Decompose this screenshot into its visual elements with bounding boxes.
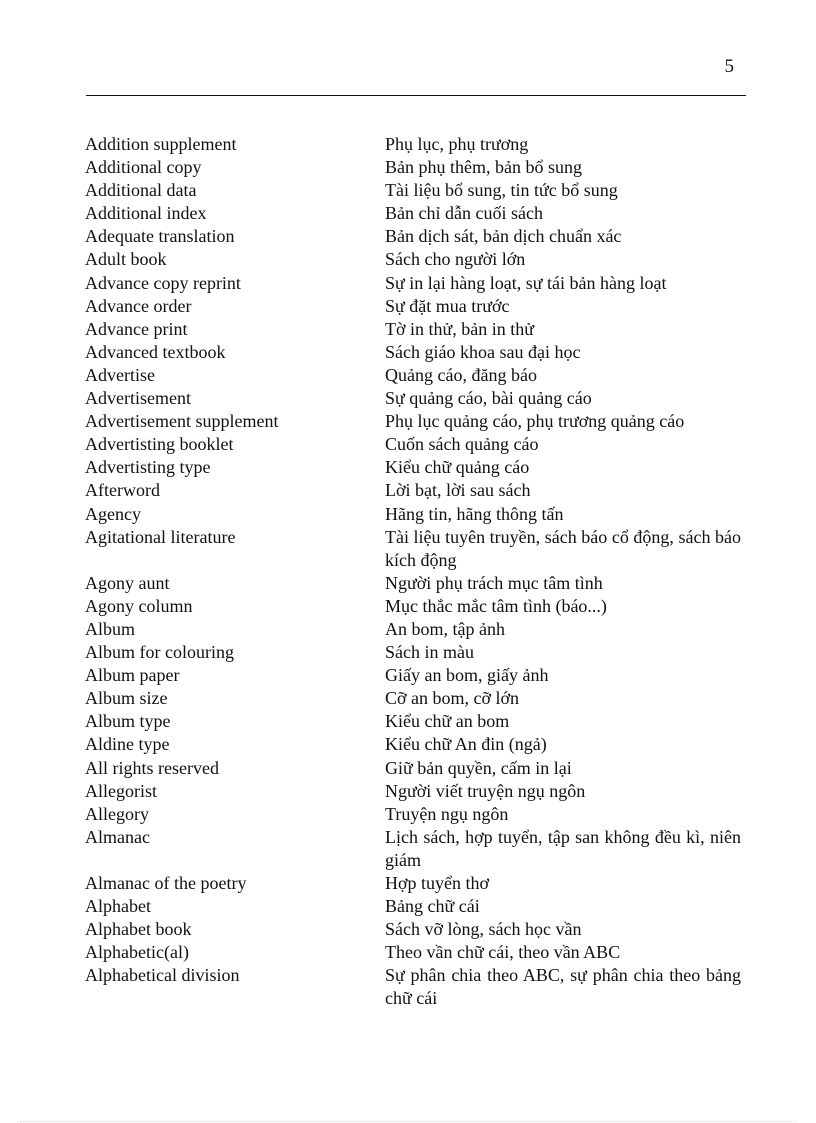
glossary-entry <box>85 202 741 225</box>
entry-definition: Sự phân chia theo ABC, sự phân chia theo bảng chữ cái <box>385 965 741 1009</box>
glossary-entry <box>85 918 741 941</box>
entry-definition: Mục thắc mắc tâm tình (báo...) <box>385 595 607 616</box>
glossary-entry <box>85 410 741 433</box>
entry-term: Additional data <box>85 180 197 201</box>
entry-term: All rights reserved <box>85 757 219 778</box>
glossary-entry <box>85 272 741 295</box>
glossary-entry <box>85 618 741 641</box>
entry-definition: Lời bạt, lời sau sách <box>385 480 531 501</box>
glossary-entry <box>85 341 741 364</box>
entry-term: Alphabet <box>85 896 151 917</box>
page-number: 5 <box>724 56 734 77</box>
glossary-entry <box>85 248 741 271</box>
entry-term: Adult book <box>85 249 167 270</box>
entry-term: Advance order <box>85 295 192 316</box>
glossary-entry <box>85 780 741 803</box>
entry-term: Album <box>85 618 136 639</box>
glossary-entry <box>85 595 741 618</box>
entry-term: Advertisting type <box>85 457 211 478</box>
entry-definition: Sách in màu <box>385 642 474 663</box>
glossary-entry <box>85 479 741 502</box>
entry-definition: Bản chỉ dẫn cuối sách <box>385 203 543 224</box>
entry-term: Advance print <box>85 318 188 339</box>
entry-term: Advertise <box>85 364 155 385</box>
entry-term: Advertisting booklet <box>85 434 234 455</box>
glossary-entry <box>85 133 741 156</box>
glossary-entry <box>85 872 741 895</box>
glossary-entry <box>85 225 741 248</box>
entry-definition: Kiểu chữ quảng cáo <box>385 457 530 478</box>
entry-definition: Sự đặt mua trước <box>385 295 510 316</box>
entry-definition: Theo vần chữ cái, theo vần ABC <box>385 942 621 963</box>
entry-term: Advertisement <box>85 388 191 409</box>
header-rule <box>86 95 746 96</box>
glossary-entry <box>85 387 741 410</box>
glossary-list <box>85 133 741 1011</box>
glossary-entry <box>85 687 741 710</box>
glossary-entry <box>85 526 741 572</box>
entry-definition: Sự quảng cáo, bài quảng cáo <box>385 388 592 409</box>
glossary-entry <box>85 964 741 1010</box>
glossary-entry <box>85 503 741 526</box>
entry-definition: Tờ in thử, bản in thử <box>385 318 535 339</box>
entry-term: Aldine type <box>85 734 170 755</box>
glossary-entry <box>85 156 741 179</box>
entry-term: Addition supplement <box>85 134 237 154</box>
entry-definition: Hãng tin, hãng thông tấn <box>385 503 564 524</box>
entry-definition: Bản phụ thêm, bản bổ sung <box>385 157 582 178</box>
entry-definition: Sách cho người lớn <box>385 249 526 270</box>
entry-definition: Giấy an bom, giấy ảnh <box>385 665 549 686</box>
entry-definition: An bom, tập ảnh <box>385 618 505 639</box>
entry-definition: Cỡ an bom, cỡ lớn <box>385 688 520 709</box>
entry-term: Almanac of the poetry <box>85 873 247 893</box>
glossary-entry <box>85 733 741 756</box>
entry-definition: Tài liệu bổ sung, tin tức bổ sung <box>385 180 618 201</box>
entry-definition: Sách vỡ lòng, sách học vần <box>385 919 582 940</box>
entry-term: Album type <box>85 711 171 732</box>
entry-term: Advance copy reprint <box>85 272 241 293</box>
entry-term: Almanac <box>85 826 150 847</box>
entry-term: Alphabet book <box>85 919 192 940</box>
glossary-entry <box>85 941 741 964</box>
entry-term: Advanced textbook <box>85 341 226 362</box>
glossary-entry <box>85 318 741 341</box>
glossary-entry <box>85 757 741 780</box>
entry-term: Allegorist <box>85 780 157 801</box>
entry-definition: Giữ bản quyền, cấm in lại <box>385 757 572 778</box>
entry-definition: Kiểu chữ an bom <box>385 711 510 732</box>
entry-definition: Sách giáo khoa sau đại học <box>385 341 581 362</box>
entry-term: Afterword <box>85 480 160 501</box>
entry-term: Album for colouring <box>85 642 234 663</box>
entry-definition: Cuốn sách quảng cáo <box>385 434 539 455</box>
glossary-entry <box>85 456 741 479</box>
entry-definition: Truyện ngụ ngôn <box>385 803 509 824</box>
entry-definition: Phụ lục, phụ trương <box>385 134 529 154</box>
entry-definition: Bản dịch sát, bản dịch chuẩn xác <box>385 226 622 247</box>
entry-term: Agony column <box>85 595 193 616</box>
bottom-page-edge <box>20 1121 796 1122</box>
entry-definition: Người phụ trách mục tâm tình <box>385 572 603 593</box>
entry-definition: Sự in lại hàng loạt, sự tái bản hàng loạt <box>385 272 667 293</box>
entry-term: Album paper <box>85 665 180 686</box>
entry-term: Allegory <box>85 803 149 824</box>
entry-term: Advertisement supplement <box>85 411 279 432</box>
entry-term: Adequate translation <box>85 226 235 247</box>
entry-term: Alphabetical division <box>85 965 240 986</box>
entry-term: Additional index <box>85 203 207 224</box>
glossary-entry <box>85 295 741 318</box>
entry-term: Additional copy <box>85 157 202 178</box>
entry-definition: Quảng cáo, đăng báo <box>385 364 537 385</box>
glossary-entry <box>85 364 741 387</box>
glossary-entry <box>85 664 741 687</box>
glossary-entry <box>85 826 741 872</box>
entry-definition: Hợp tuyển thơ <box>385 873 490 893</box>
glossary-entry <box>85 895 741 918</box>
entry-term: Alphabetic(al) <box>85 942 189 963</box>
entry-definition: Bảng chữ cái <box>385 896 480 917</box>
entry-definition: Người viết truyện ngụ ngôn <box>385 780 586 801</box>
glossary-entry <box>85 572 741 595</box>
entry-term: Agitational literature <box>85 526 236 547</box>
entry-term: Agony aunt <box>85 572 170 593</box>
entry-definition: Kiểu chữ An đin (ngả) <box>385 734 547 755</box>
glossary-entry <box>85 433 741 456</box>
entry-definition: Lịch sách, hợp tuyển, tập san không đều kì, niên giám <box>385 826 741 870</box>
glossary-entry <box>85 710 741 733</box>
glossary-entry <box>85 641 741 664</box>
entry-definition: Phụ lục quảng cáo, phụ trương quảng cáo <box>385 411 685 432</box>
entry-term: Agency <box>85 503 141 524</box>
glossary-entry <box>85 179 741 202</box>
entry-definition: Tài liệu tuyên truyền, sách báo cổ động, sách báo kích động <box>385 526 741 570</box>
entry-term: Album size <box>85 688 168 709</box>
glossary-entry <box>85 803 741 826</box>
